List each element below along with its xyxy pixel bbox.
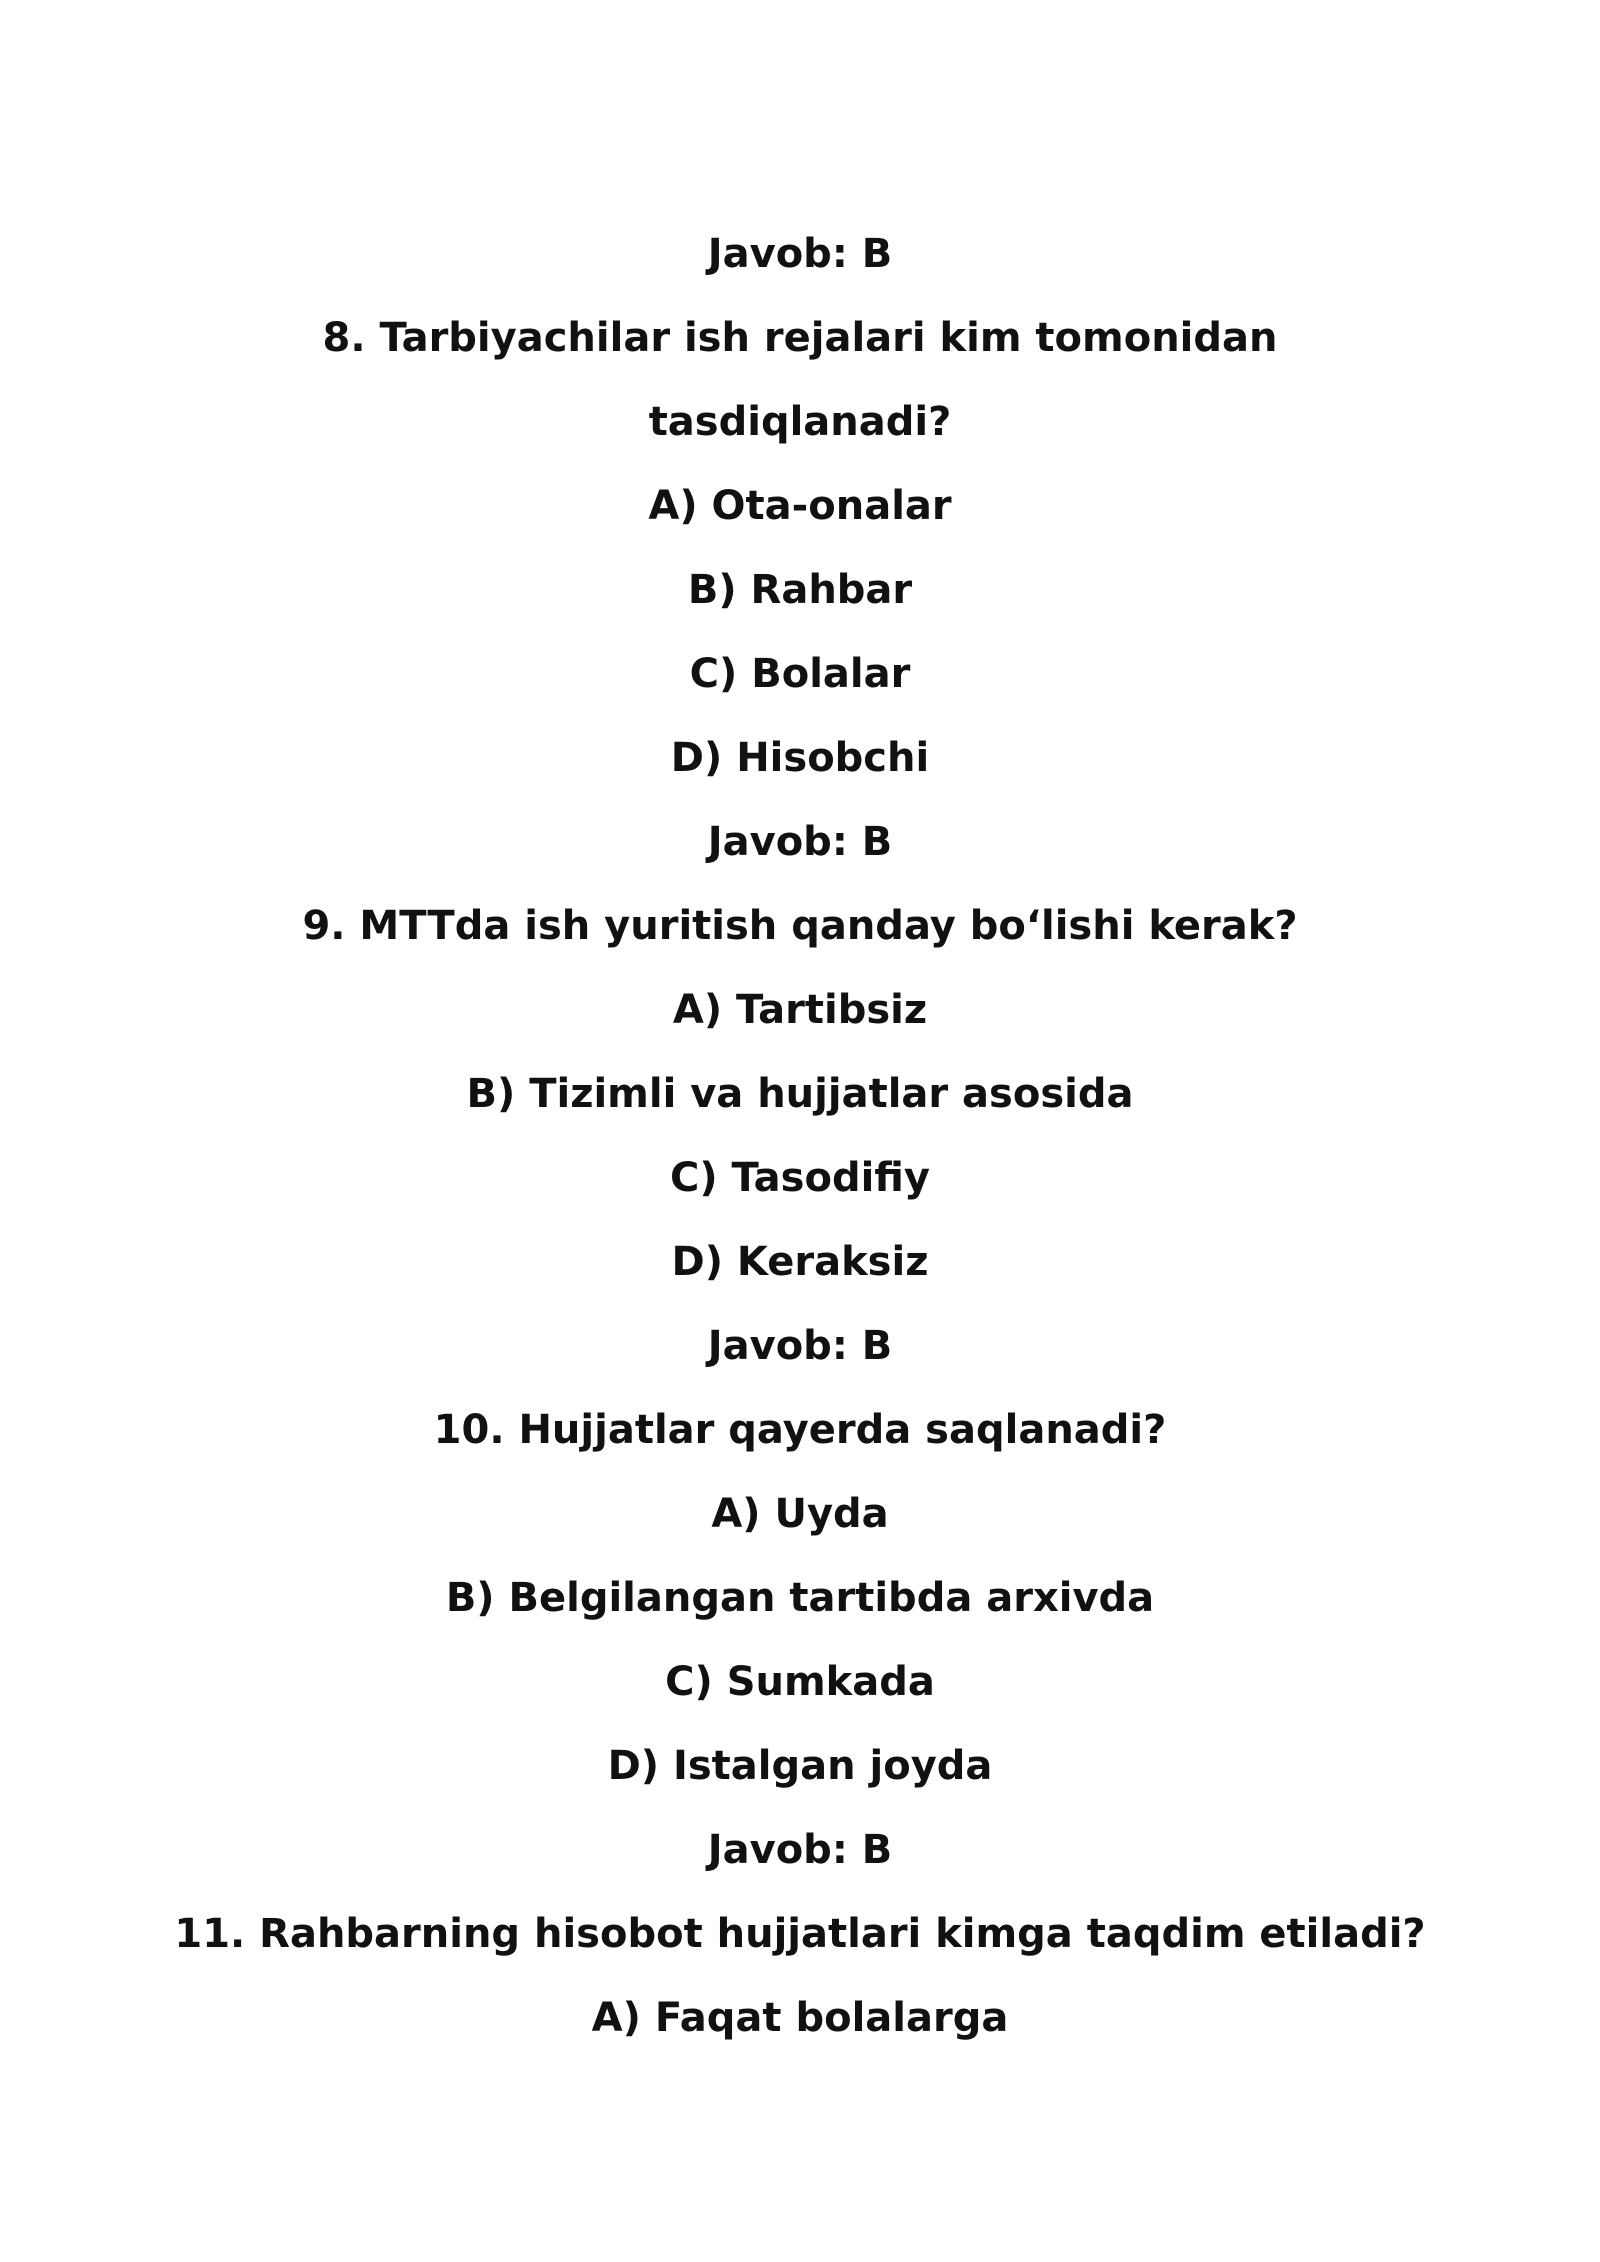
- question-text: 10. Hujjatlar qayerda saqlanadi?: [433, 1407, 1167, 1453]
- answer-line: Javob: B: [707, 231, 893, 277]
- answer-line: Javob: B: [707, 1323, 893, 1369]
- option-a: A) Ota-onalar: [648, 483, 952, 529]
- option-d: D) Keraksiz: [671, 1239, 929, 1285]
- option-a: A) Faqat bolalarga: [591, 1995, 1009, 2041]
- option-d: D) Hisobchi: [670, 735, 930, 781]
- question-text: 8. Tarbiyachilar ish rejalari kim tomonidan: [322, 315, 1278, 361]
- option-d: D) Istalgan joyda: [607, 1743, 993, 1789]
- option-c: C) Sumkada: [665, 1659, 935, 1705]
- option-b: B) Belgilangan tartibda arxivda: [445, 1575, 1155, 1621]
- option-b: B) Rahbar: [687, 567, 913, 613]
- answer-line: Javob: B: [707, 1827, 893, 1873]
- question-text-continued: tasdiqlanadi?: [648, 399, 952, 445]
- option-c: C) Tasodifiy: [669, 1155, 931, 1201]
- question-text: 9. MTTda ish yuritish qanday bo‘lishi kerak?: [302, 903, 1298, 949]
- answer-line: Javob: B: [707, 819, 893, 865]
- option-a: A) Tartibsiz: [672, 987, 928, 1033]
- question-list: [0, 212, 1600, 2060]
- question-text: 11. Rahbarning hisobot hujjatlari kimga taqdim etiladi?: [174, 1911, 1426, 1957]
- option-c: C) Bolalar: [689, 651, 911, 697]
- option-a: A) Uyda: [711, 1491, 889, 1537]
- option-b: B) Tizimli va hujjatlar asosida: [466, 1071, 1134, 1117]
